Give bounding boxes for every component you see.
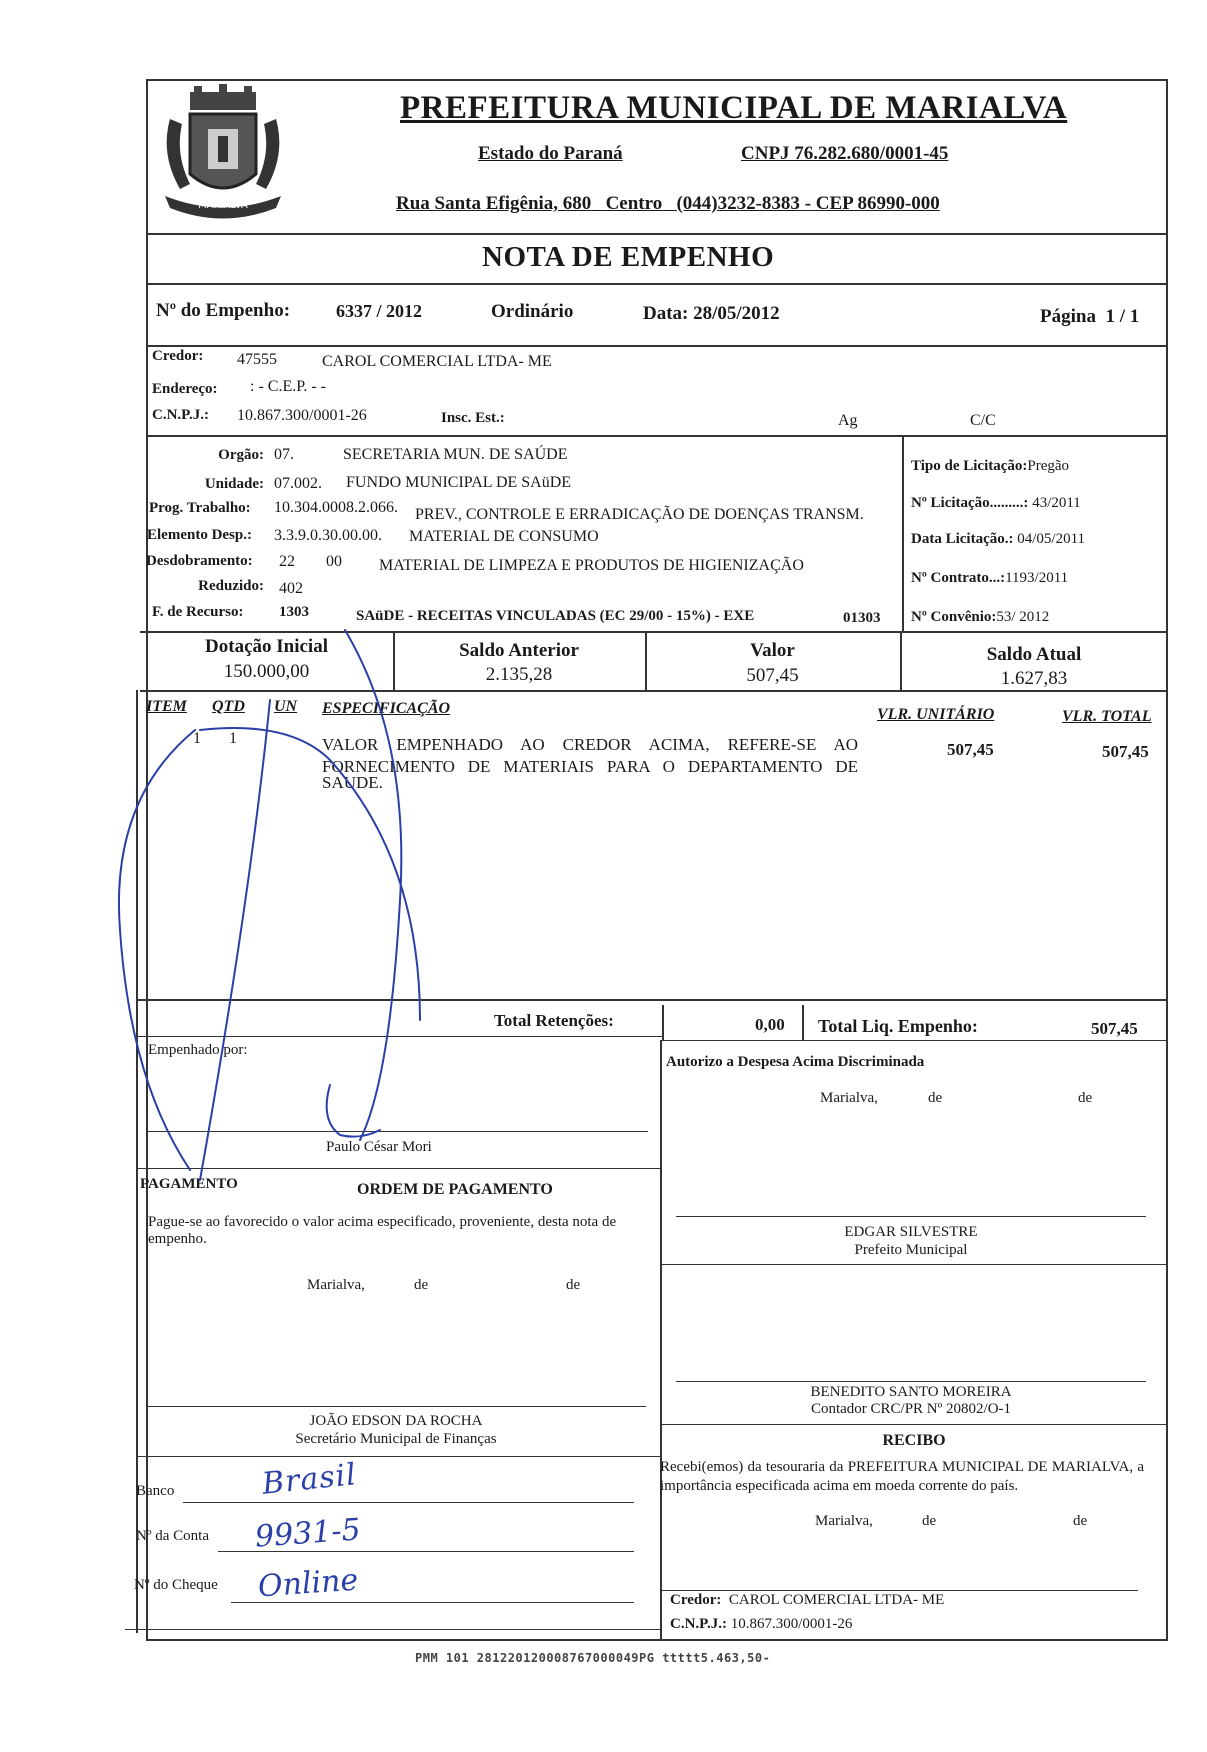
ordem-de2: de: [566, 1277, 581, 1293]
unidade-code: 07.002.: [274, 475, 322, 492]
insc-label: Insc. Est.:: [441, 410, 505, 426]
banco-handwritten: Brasil: [260, 1457, 359, 1502]
page-value: 1 / 1: [1105, 306, 1140, 327]
liq-label: Total Liq. Empenho:: [818, 1016, 978, 1036]
convenio-value: 53/ 2012: [996, 609, 1050, 625]
num-licitacao-label: Nº Licitação.........:: [911, 495, 1029, 511]
conta-label: Nº da Conta: [136, 1528, 209, 1544]
cnpj-value: 10.867.300/0001-26: [237, 407, 367, 424]
address-phone: (044)3232-8383: [676, 193, 800, 214]
elemento-code: 3.3.9.0.30.00.00.: [274, 527, 382, 544]
address-cep: CEP 86990-000: [815, 193, 940, 214]
col-item: ITEM: [146, 698, 187, 715]
recibo-cnpj-label: C.N.P.J.:: [670, 1616, 727, 1632]
credor-name: CAROL COMERCIAL LTDA- ME: [322, 353, 552, 370]
num-licitacao-value: 43/2011: [1032, 495, 1081, 511]
recibo-cnpj-value: 10.867.300/0001-26: [730, 1616, 853, 1632]
col-spec: ESPECIFICAÇÃO: [322, 700, 451, 717]
cheque-label: Nº do Cheque: [134, 1577, 218, 1593]
contador-role: Contador CRC/PR Nº 20802/O-1: [810, 1401, 1012, 1417]
secretario-role: Secretário Municipal de Finanças: [295, 1431, 497, 1447]
page-title: PREFEITURA MUNICIPAL DE MARIALVA: [400, 90, 1068, 126]
empenho-number-label: Nº do Empenho:: [156, 300, 291, 321]
recurso-code: 1303: [279, 604, 309, 620]
address-street: Rua Santa Efigênia, 680: [396, 193, 592, 214]
col-qtd: QTD: [212, 698, 245, 715]
ordem-de1: de: [414, 1277, 429, 1293]
conta-handwritten: 9931-5: [253, 1512, 362, 1555]
endereco-value: : - C.E.P. - -: [250, 378, 326, 395]
valor-value: 507,45: [746, 665, 799, 686]
row-unit: 507,45: [947, 740, 994, 759]
row-qtd: 1: [229, 730, 237, 747]
reduzido-value: 402: [279, 580, 303, 597]
elemento-name: MATERIAL DE CONSUMO: [409, 528, 599, 545]
row-spec-line1: VALOR EMPENHADO AO CREDOR ACIMA, REFERE-SE AO: [322, 735, 858, 754]
saldo-atual-value: 1.627,83: [1000, 668, 1068, 689]
empenho-date: Data: 28/05/2012: [643, 303, 780, 324]
data-licitacao-label: Data Licitação.:: [911, 531, 1014, 547]
recurso-name: SAüDE - RECEITAS VINCULADAS (EC 29/00 - 15%) - EXE: [356, 608, 755, 624]
secretario-name: JOÃO EDSON DA ROCHA: [309, 1413, 483, 1429]
credor-label: Credor:: [152, 348, 204, 364]
recibo-text: Recebi(emos) da tesouraria da PREFEITURA MUNICIPAL DE MARIALVA, a importância especificada acima em moeda corrente do país.: [660, 1459, 1144, 1494]
autorizo-de1: de: [928, 1090, 943, 1106]
valor-label: Valor: [750, 640, 795, 661]
desdob-name: MATERIAL DE LIMPEZA E PRODUTOS DE HIGIENIZAÇÃO: [379, 557, 804, 574]
orgao-code: 07.: [274, 446, 294, 463]
pagamento-label: PAGAMENTO: [140, 1176, 238, 1192]
orgao-label: Orgão:: [218, 447, 264, 463]
recibo-city: Marialva,: [815, 1513, 873, 1529]
prefeito-name: EDGAR SILVESTRE: [844, 1224, 978, 1240]
empenho-type: Ordinário: [491, 301, 574, 322]
empenhado-name: Paulo César Mori: [326, 1139, 432, 1155]
row-item: 1: [193, 730, 201, 747]
credor-code: 47555: [237, 351, 277, 368]
reduzido-label: Reduzido:: [198, 578, 264, 594]
convenio-label: Nº Convênio:: [911, 609, 997, 625]
data-licitacao-value: 04/05/2011: [1017, 531, 1086, 547]
recibo-credor-value: CAROL COMERCIAL LTDA- ME: [728, 1592, 945, 1608]
prog-label: Prog. Trabalho:: [149, 500, 251, 516]
desdob-code2: 00: [326, 553, 342, 570]
ordem-text: Pague-se ao favorecido o valor acima especificado, proveniente, desta nota de empenho.: [148, 1214, 617, 1247]
autorizo-de2: de: [1078, 1090, 1093, 1106]
page-label: Página: [1040, 306, 1096, 327]
ag-label: Ag: [838, 412, 858, 429]
contador-name: BENEDITO SANTO MOREIRA: [810, 1384, 1012, 1400]
cnpj-label: C.N.P.J.:: [152, 407, 209, 423]
contrato-value: 1193/2011: [1005, 570, 1069, 586]
state-name: Estado do Paraná: [478, 143, 623, 164]
row-spec-line3: SAUDE.: [322, 773, 383, 792]
dotacao-label: Dotação Inicial: [205, 636, 328, 657]
col-unit: VLR. UNITÁRIO: [877, 706, 995, 723]
retencoes-label: Total Retenções:: [494, 1011, 614, 1030]
col-un: UN: [274, 698, 298, 715]
recibo-credor-label: Credor:: [670, 1592, 722, 1608]
recurso-label: F. de Recurso:: [152, 604, 244, 620]
tipo-licitacao-label: Tipo de Licitação:: [911, 458, 1028, 474]
autorizo-city: Marialva,: [820, 1090, 878, 1106]
prog-name: PREV., CONTROLE E ERRADICAÇÃO DE DOENÇAS TRANSM.: [415, 506, 864, 523]
empenho-number: 6337 / 2012: [336, 301, 423, 321]
prog-code: 10.304.0008.2.066.: [274, 499, 398, 516]
document-title: NOTA DE EMPENHO: [482, 241, 775, 273]
row-spec-line2: FORNECIMENTO DE MATERIAIS PARA O DEPARTAMENTO DE: [322, 757, 858, 776]
empenhado-label: Empenhado por:: [148, 1042, 248, 1058]
recurso-code2: 01303: [843, 610, 881, 626]
cheque-handwritten: Online: [256, 1562, 360, 1605]
ordem-label: ORDEM DE PAGAMENTO: [357, 1181, 553, 1198]
saldo-anterior-label: Saldo Anterior: [459, 640, 579, 661]
desdob-label: Desdobramento:: [146, 553, 253, 569]
recibo-title: RECIBO: [882, 1432, 946, 1449]
prefeito-role: Prefeito Municipal: [854, 1242, 968, 1258]
banco-label: Banco: [136, 1483, 175, 1499]
cc-label: C/C: [970, 412, 996, 429]
recibo-de2: de: [1073, 1513, 1088, 1529]
elemento-label: Elemento Desp.:: [147, 527, 252, 543]
unidade-label: Unidade:: [204, 476, 264, 492]
orgao-name: SECRETARIA MUN. DE SAÚDE: [343, 446, 568, 463]
desdob-code: 22: [279, 553, 295, 570]
recibo-de1: de: [922, 1513, 937, 1529]
cnpj-header: CNPJ 76.282.680/0001-45: [741, 143, 949, 164]
saldo-atual-label: Saldo Atual: [986, 644, 1082, 665]
address-sep: -: [804, 193, 812, 214]
ordem-city: Marialva,: [307, 1277, 365, 1293]
contrato-label: Nº Contrato...:: [911, 570, 1006, 586]
address-district: Centro: [605, 193, 663, 214]
svg-text:MARIALVA: MARIALVA: [198, 200, 248, 211]
dotacao-value: 150.000,00: [223, 661, 310, 682]
unidade-name: FUNDO MUNICIPAL DE SAüDE: [346, 474, 572, 491]
liq-value: 507,45: [1091, 1019, 1138, 1038]
endereco-label: Endereço:: [152, 381, 218, 397]
saldo-anterior-value: 2.135,28: [485, 664, 553, 685]
footer-code: PMM 101 281220120008767000049PG ttttt5.463,50-: [415, 1651, 771, 1665]
row-total: 507,45: [1102, 742, 1149, 761]
col-total: VLR. TOTAL: [1062, 708, 1152, 725]
autorizo-text: Autorizo a Despesa Acima Discriminada: [666, 1054, 925, 1070]
tipo-licitacao-value: Pregão: [1027, 458, 1070, 474]
retencoes-value: 0,00: [755, 1015, 785, 1034]
